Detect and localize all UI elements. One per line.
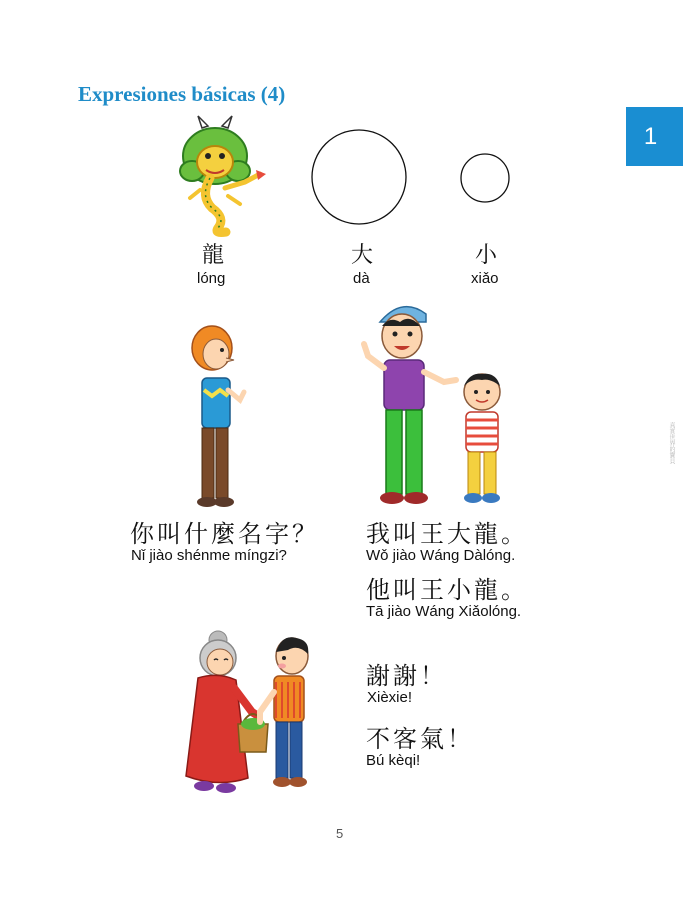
side-note: 真實世界的寶貝 xyxy=(668,422,674,464)
answer2-pinyin: Tā jiào Wáng Xiǎolóng. xyxy=(366,603,522,620)
reply-pinyin: Bú kèqi! xyxy=(366,752,421,769)
vocab-hanzi-long: 龍 xyxy=(202,243,227,268)
answer1-pinyin: Wǒ jiào Wáng Dàlóng. xyxy=(366,547,516,564)
answer2-hanzi: 他叫王小龍。 xyxy=(366,576,528,604)
grandma-boy-illustration xyxy=(178,628,318,796)
reply-hanzi: 不客氣！ xyxy=(366,725,474,753)
question-pinyin: Nǐ jiào shénme míngzi? xyxy=(131,547,287,564)
vocab-pinyin-long: lóng xyxy=(197,270,226,287)
thanks-hanzi: 謝謝！ xyxy=(366,662,447,690)
page-title: Expresiones básicas (4) xyxy=(78,82,286,106)
big-circle xyxy=(310,129,410,227)
vocab-pinyin-da: dà xyxy=(353,270,370,287)
vocab-hanzi-da: 大 xyxy=(351,243,376,268)
vocab-pinyin-xiao: xiǎo xyxy=(471,270,499,287)
redhead-boy-illustration xyxy=(182,320,252,510)
thanks-pinyin: Xièxie! xyxy=(367,689,413,706)
brothers-illustration xyxy=(360,292,510,510)
chapter-number: 1 xyxy=(643,122,658,150)
answer1-hanzi: 我叫王大龍。 xyxy=(366,520,528,548)
small-circle xyxy=(459,153,513,207)
question-hanzi: 你叫什麼名字？ xyxy=(130,520,319,548)
vocab-hanzi-xiao: 小 xyxy=(475,243,500,268)
page-number: 5 xyxy=(336,826,344,841)
chapter-tab xyxy=(626,107,683,166)
dragon-illustration xyxy=(170,116,270,236)
